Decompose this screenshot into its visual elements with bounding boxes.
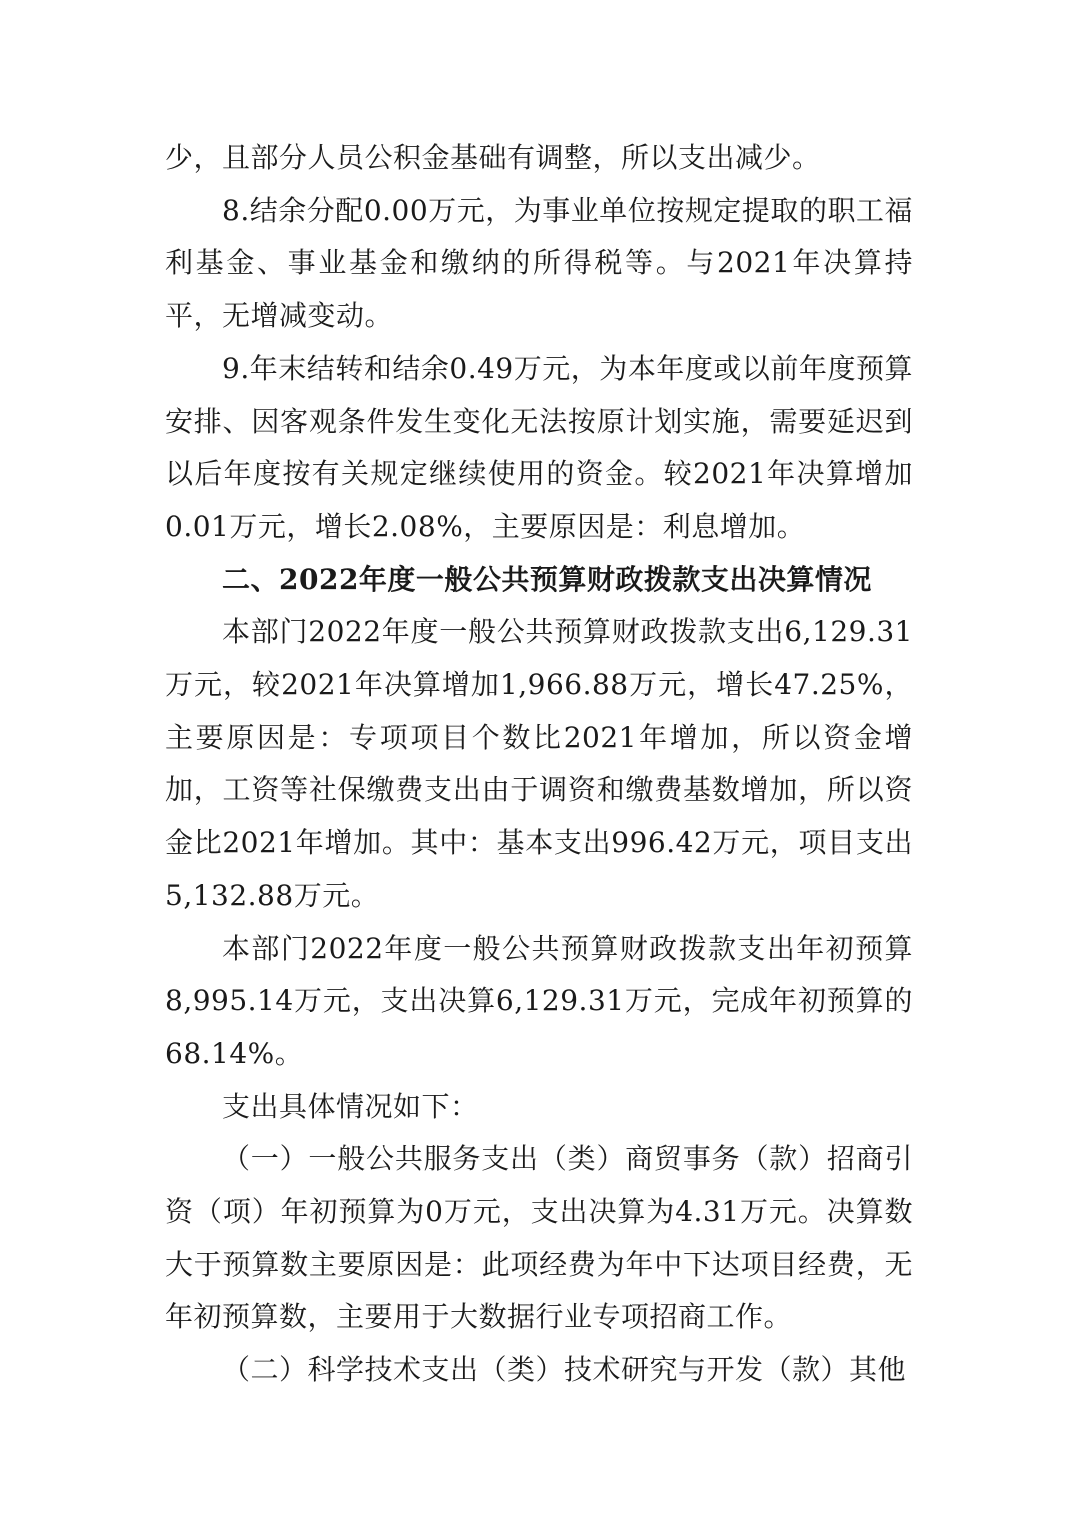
paragraph-continuation: 少，且部分人员公积金基础有调整，所以支出减少。 — [165, 141, 821, 174]
paragraph-details-intro: 支出具体情况如下： — [222, 1089, 479, 1123]
paragraph-expenditure-overview: 本部门2022年度一般公共预算财政拨款支出6,129.31万元，较2021年决算增加1,966.88万元，增长47.25%，主要原因是：专项项目个数比2021年增加，所以资金增加，工资等社保缴费支出由于调资和缴费基数增加，所以资金比2021年增加。其中：基本支出996.42万元，项目支出5,132.88万元。 — [165, 615, 913, 912]
paragraph-carryover-balance: 9.年末结转和结余0.49万元，为本年度或以前年度预算安排、因客观条件发生变化无法按原计划实施，需要延迟到以后年度按有关规定继续使用的资金。较2021年决算增加0.01万元，增长2.08%，主要原因是：利息增加。 — [165, 351, 913, 543]
paragraph-surplus-distribution: 8.结余分配0.00万元，为事业单位按规定提取的职工福利基金、事业基金和缴纳的所得税等。与2021年决算持平，无增减变动。 — [165, 193, 913, 333]
section-heading: 二、2022年度一般公共预算财政拨款支出决算情况 — [222, 562, 872, 596]
paragraph-item-2: （二）科学技术支出（类）技术研究与开发（款）其他 — [222, 1353, 907, 1387]
document-body — [165, 132, 913, 1397]
paragraph-item-1: （一）一般公共服务支出（类）商贸事务（款）招商引资（项）年初预算为0万元，支出决算为4.31万元。决算数大于预算数主要原因是：此项经费为年中下达项目经费，无年初预算数，主要用于大数据行业专项招商工作。 — [165, 1142, 913, 1334]
paragraph-budget-completion: 本部门2022年度一般公共预算财政拨款支出年初预算8,995.14万元，支出决算6,129.31万元，完成年初预算的68.14%。 — [165, 931, 913, 1070]
